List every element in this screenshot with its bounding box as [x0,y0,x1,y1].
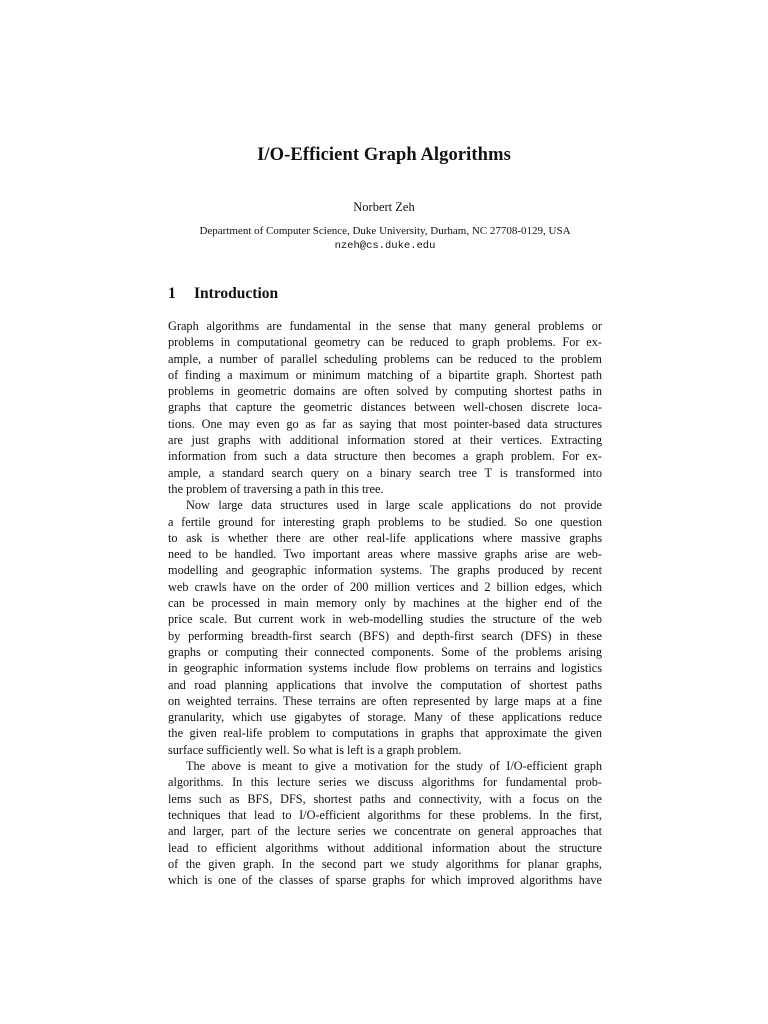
text-line: can be processed in main memory only by machines at the higher end of the [168,596,602,611]
text-line: modelling and geographic information systems. The graphs produced by recent [168,563,602,578]
text-line: on weighted terrains. These terrains are often represented by large maps at a fine [168,693,602,708]
text-line: web crawls have on the order of 200 million vertices and 2 billion edges, which [168,579,602,594]
author-affiliation: Department of Computer Science, Duke University, Durham, NC 27708-0129, USA [199,225,571,237]
author-email: nzeh@cs.duke.edu [334,240,436,252]
text-line: need to be handled. Two important areas where massive graphs arise are web- [168,547,602,562]
text-line: algorithms. In this lecture series we discuss algorithms for fundamental prob- [168,775,602,790]
text-line: graphs that capture the geometric distances between well-chosen discrete loca- [168,400,602,415]
text-line: which is one of the classes of sparse graphs for which improved algorithms have [168,873,602,888]
text-line: granularity, which use gigabytes of storage. Many of these applications reduce [168,710,602,725]
text-line: the problem of traversing a path in this tree. [168,481,384,496]
text-line: a fertile ground for interesting graph problems to be studied. So one question [168,514,602,529]
text-line: tions. One may even go as far as saying that most pointer-based data structures [168,416,602,431]
text-line: are just graphs with additional information stored at their vertices. Extracting [168,433,602,448]
text-line: information from such a data structure then becomes a graph problem. For ex- [168,449,602,464]
section-number: 1 [168,285,176,302]
text-line: ample, a standard search query on a binary search tree T is transformed into [168,465,602,480]
section-heading [168,285,278,303]
text-line: lead to efficient algorithms without additional information about the structure [168,840,602,855]
text-line: price scale. But current work in web-modelling studies the structure of the web [168,612,602,627]
text-line: The above is meant to give a motivation for the study of I/O-efficient graph [186,759,602,774]
text-line: of the given graph. In the second part we study algorithms for planar graphs, [168,856,602,871]
text-line: the given real-life problem to computations in graphs that approximate the given [168,726,602,741]
text-line: techniques that lead to I/O-efficient algorithms for these problems. In the first, [168,807,602,822]
author-name: Norbert Zeh [353,200,415,214]
text-line: problems in geometric domains are often solved by computing shortest paths in [168,384,602,399]
text-line: and larger, part of the lecture series we concentrate on general approaches that [168,824,602,839]
text-line: to ask is whether there are other real-life applications where massive graphs [168,530,602,545]
text-line: Graph algorithms are fundamental in the sense that many general problems or [168,319,602,333]
text-line: in geographic information systems include flow problems on terrains and logistics [168,661,602,676]
section-title: Introduction [194,285,279,302]
text-line: problems in computational geometry can be reduced to graph problems. For ex- [168,335,602,350]
text-line: lems such as BFS, DFS, shortest paths and connectivity, with a focus on the [168,791,602,806]
text-line: by performing breadth-first search (BFS) and depth-first search (DFS) in these [168,628,602,643]
text-line: graphs or computing their connected components. Some of the problems arising [168,644,602,659]
text-line: of finding a maximum or minimum matching of a bipartite graph. Shortest path [168,367,602,382]
text-line: Now large data structures used in large scale applications do not provide [186,498,602,513]
text-line: ample, a number of parallel scheduling problems can be reduced to the problem [168,351,602,366]
section-body [168,318,602,888]
text-line: surface sufficiently well. So what is left is a graph problem. [168,742,462,757]
paper-title: I/O-Efficient Graph Algorithms [257,145,511,165]
text-line: and road planning applications that involve the computation of shortest paths [168,677,602,692]
